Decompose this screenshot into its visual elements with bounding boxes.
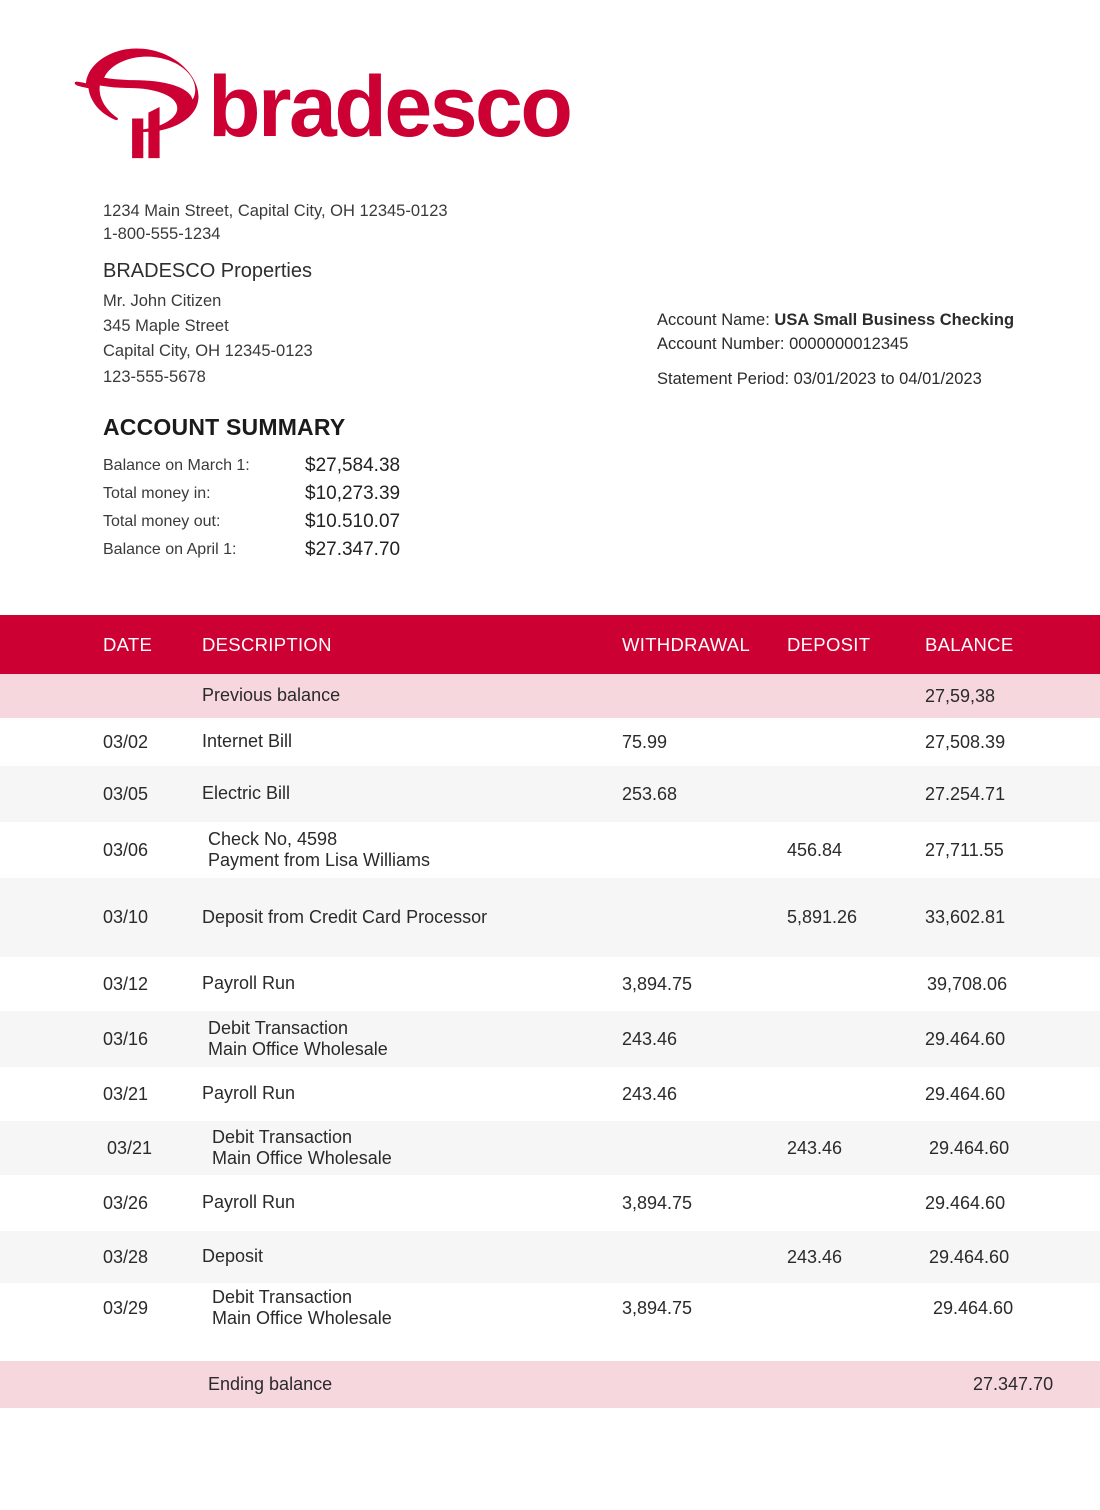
table-row <box>0 1231 1100 1283</box>
transaction-balance: 29.464.60 <box>925 1231 1100 1283</box>
transaction-withdrawal: 3,894.75 <box>612 957 787 1011</box>
transaction-date: 03/10 <box>0 878 202 957</box>
transaction-withdrawal: 3,894.75 <box>612 1283 787 1333</box>
transaction-date: 03/26 <box>0 1175 202 1231</box>
transaction-description <box>202 1283 612 1333</box>
brand-wordmark: bradesco <box>208 59 571 155</box>
transaction-withdrawal: 243.46 <box>612 1011 787 1067</box>
summary-value: $10,273.39 <box>305 483 401 504</box>
transaction-balance: 27.254.71 <box>925 766 1100 822</box>
account-summary-title: ACCOUNT SUMMARY <box>103 414 346 440</box>
account-info-block <box>657 309 1014 357</box>
previous-balance-row <box>0 674 1100 718</box>
transaction-deposit: 456.84 <box>787 822 925 878</box>
transaction-balance: 29.464.60 <box>925 1121 1100 1175</box>
transaction-description-line1: Internet Bill <box>202 731 293 752</box>
transaction-deposit <box>787 766 925 822</box>
summary-label: Total money in: <box>103 485 211 502</box>
transaction-balance: 33,602.81 <box>925 878 1100 957</box>
table-row <box>0 1067 1100 1121</box>
transaction-deposit <box>787 1067 925 1121</box>
summary-row <box>103 480 400 508</box>
transaction-withdrawal: 243.46 <box>612 1067 787 1121</box>
transaction-date: 03/12 <box>0 957 202 1011</box>
bank-address <box>103 200 448 247</box>
transaction-date: 03/05 <box>0 766 202 822</box>
transaction-description-line1: Deposit from Credit Card Processor <box>202 906 488 927</box>
previous-balance-withdrawal <box>612 674 787 718</box>
table-row <box>0 718 1100 766</box>
transaction-date: 03/16 <box>0 1011 202 1067</box>
table-row <box>0 957 1100 1011</box>
recipient-city-state-zip: Capital City, OH 12345-0123 <box>103 342 313 361</box>
transaction-description-line1: Check No, 4598 <box>208 828 338 849</box>
transaction-date: 03/28 <box>0 1231 202 1283</box>
transaction-withdrawal: 75.99 <box>612 718 787 766</box>
transaction-withdrawal <box>612 1231 787 1283</box>
transaction-date: 03/02 <box>0 718 202 766</box>
transaction-deposit <box>787 1011 925 1067</box>
transaction-date: 03/29 <box>0 1283 202 1333</box>
table-spacer <box>0 1333 1100 1361</box>
account-name-value: USA Small Business Checking <box>774 311 1015 329</box>
account-name-row <box>657 309 1014 333</box>
ending-balance-row <box>0 1361 1100 1408</box>
table-row <box>0 1011 1100 1067</box>
recipient-block <box>103 260 313 390</box>
summary-value: $27.347.70 <box>305 539 401 560</box>
transaction-description <box>202 1175 612 1231</box>
table-row <box>0 766 1100 822</box>
transaction-description <box>202 1231 612 1283</box>
transaction-withdrawal <box>612 878 787 957</box>
transaction-balance: 27,711.55 <box>925 822 1100 878</box>
summary-label: Balance on March 1: <box>103 457 250 474</box>
transaction-description-line2: Main Office Wholesale <box>212 1148 392 1168</box>
bradesco-tree-icon <box>70 38 202 170</box>
account-number-value: 0000000012345 <box>789 334 909 353</box>
summary-value: $10.510.07 <box>305 511 401 532</box>
table-row <box>0 822 1100 878</box>
transaction-date: 03/21 <box>0 1121 202 1175</box>
transaction-balance: 27,508.39 <box>925 718 1100 766</box>
transaction-description-line1: Electric Bill <box>202 783 291 804</box>
transaction-balance: 29.464.60 <box>925 1283 1100 1333</box>
summary-label: Balance on April 1: <box>103 541 237 558</box>
column-header-balance: BALANCE <box>925 615 1100 674</box>
transaction-description-line1: Payroll Run <box>202 973 296 994</box>
column-header-deposit: DEPOSIT <box>787 615 925 674</box>
transaction-balance: 39,708.06 <box>925 957 1100 1011</box>
transactions-table <box>0 615 1100 1408</box>
summary-label: Total money out: <box>103 513 221 530</box>
transaction-description-line2: Main Office Wholesale <box>208 1039 388 1059</box>
transaction-description-line1: Debit Transaction <box>212 1126 353 1147</box>
transaction-description <box>202 766 612 822</box>
transaction-description <box>202 878 612 957</box>
transaction-balance: 29.464.60 <box>925 1175 1100 1231</box>
recipient-company: BRADESCO Properties <box>103 260 312 282</box>
transaction-deposit: 243.46 <box>787 1231 925 1283</box>
transaction-withdrawal: 3,894.75 <box>612 1175 787 1231</box>
transaction-description <box>202 822 612 878</box>
summary-row <box>103 452 400 480</box>
previous-balance-label: Previous balance <box>202 674 612 718</box>
bank-street: 1234 Main Street, Capital City, OH 12345-0123 <box>103 202 448 220</box>
account-number-row <box>657 333 1014 357</box>
ending-balance-amount: 27.347.70 <box>925 1361 1100 1408</box>
bank-phone: 1-800-555-1234 <box>103 225 221 244</box>
ending-balance-date <box>0 1361 202 1408</box>
summary-row <box>103 536 400 564</box>
transaction-deposit: 243.46 <box>787 1121 925 1175</box>
transaction-withdrawal <box>612 822 787 878</box>
previous-balance-date <box>0 674 202 718</box>
transaction-description-line1: Debit Transaction <box>208 1017 349 1038</box>
ending-balance-label: Ending balance <box>202 1361 612 1408</box>
transaction-withdrawal <box>612 1121 787 1175</box>
transaction-description-line1: Payroll Run <box>202 1192 296 1213</box>
account-number-label: Account Number: <box>657 334 785 353</box>
account-name-label: Account Name: <box>657 311 770 329</box>
table-row <box>0 1121 1100 1175</box>
summary-value: $27,584.38 <box>305 455 401 476</box>
recipient-name: Mr. John Citizen <box>103 292 222 310</box>
transaction-description <box>202 1011 612 1067</box>
column-header-withdrawal: WITHDRAWAL <box>612 615 787 674</box>
transaction-description <box>202 718 612 766</box>
transaction-description-line1: Debit Transaction <box>212 1286 353 1307</box>
table-header-row <box>0 615 1100 674</box>
transaction-description-line1: Deposit <box>202 1246 264 1267</box>
table-row <box>0 1283 1100 1333</box>
transaction-deposit <box>787 1283 925 1333</box>
transaction-balance: 29.464.60 <box>925 1011 1100 1067</box>
transaction-description <box>202 1067 612 1121</box>
transaction-deposit <box>787 957 925 1011</box>
table-row <box>0 1175 1100 1231</box>
transaction-description <box>202 1121 612 1175</box>
brand-logo <box>70 38 570 170</box>
transaction-deposit <box>787 1175 925 1231</box>
ending-balance-deposit <box>787 1361 925 1408</box>
column-header-description: DESCRIPTION <box>202 615 612 674</box>
transactions-body <box>0 674 1100 1408</box>
table-row <box>0 878 1100 957</box>
ending-balance-withdrawal <box>612 1361 787 1408</box>
transaction-description-line2: Payment from Lisa Williams <box>208 850 431 870</box>
transaction-date: 03/06 <box>0 822 202 878</box>
previous-balance-amount: 27,59,38 <box>925 674 1100 718</box>
summary-row <box>103 508 400 536</box>
recipient-phone: 123-555-5678 <box>103 367 206 386</box>
transaction-deposit: 5,891.26 <box>787 878 925 957</box>
transaction-description <box>202 957 612 1011</box>
column-header-date: DATE <box>0 615 202 674</box>
recipient-street: 345 Maple Street <box>103 317 229 336</box>
transaction-description-line1: Payroll Run <box>202 1083 296 1104</box>
transaction-date: 03/21 <box>0 1067 202 1121</box>
transaction-description-line2: Main Office Wholesale <box>212 1308 392 1328</box>
transaction-deposit <box>787 718 925 766</box>
previous-balance-deposit <box>787 674 925 718</box>
statement-period: Statement Period: 03/01/2023 to 04/01/2023 <box>657 370 982 388</box>
transaction-balance: 29.464.60 <box>925 1067 1100 1121</box>
account-summary-table <box>103 452 400 564</box>
transaction-withdrawal: 253.68 <box>612 766 787 822</box>
